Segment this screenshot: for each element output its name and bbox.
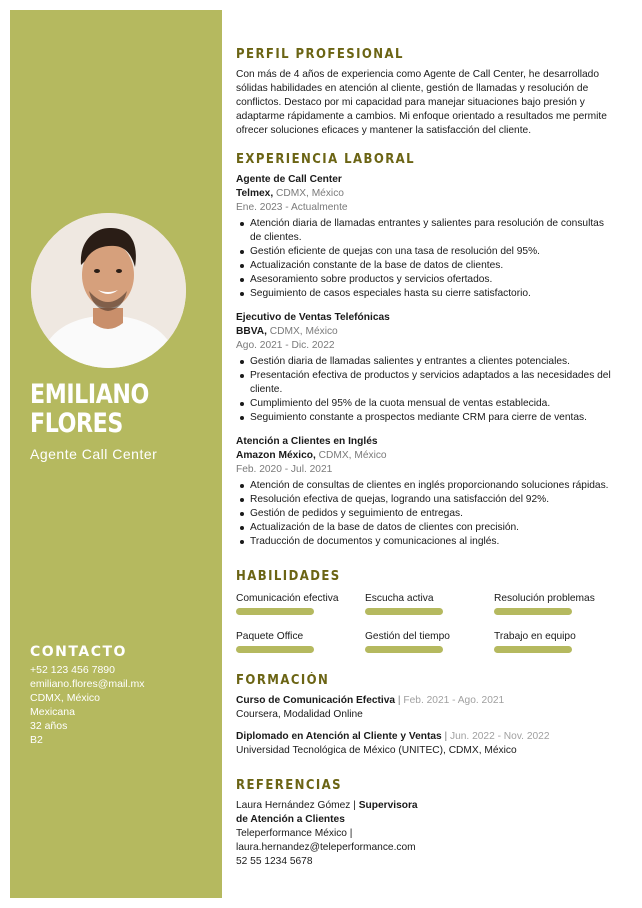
last-name: FLORES xyxy=(30,408,123,439)
job-company: Amazon México, xyxy=(236,450,316,461)
reference-phone: 52 55 1234 5678 xyxy=(236,856,313,867)
course-dates: Feb. 2021 - Ago. 2021 xyxy=(403,695,505,706)
course-institution: Universidad Tecnológica de México (UNITEC), CDMX, México xyxy=(236,745,517,756)
skill-bar xyxy=(236,646,314,653)
education-entry xyxy=(236,694,616,722)
full-name xyxy=(30,380,186,438)
experience-section xyxy=(236,151,616,549)
job-dates: Feb. 2020 - Jul. 2021 xyxy=(236,464,333,475)
skills-section xyxy=(236,568,616,653)
education-entry xyxy=(236,730,616,758)
skill-item xyxy=(365,630,494,653)
skill-label: Comunicación efectiva xyxy=(236,593,339,604)
first-name: EMILIANO xyxy=(30,379,149,410)
references-section xyxy=(236,777,616,869)
list-item: Gestión de pedidos y seguimiento de entregas. xyxy=(236,507,616,521)
list-item: Traducción de documentos y comunicaciones al inglés. xyxy=(236,535,616,549)
job-bullets xyxy=(236,479,616,549)
contact-list xyxy=(30,663,145,747)
course-name: Curso de Comunicación Efectiva xyxy=(236,695,396,706)
list-item: Cumplimiento del 95% de la cuota mensual de ventas establecida. xyxy=(236,397,616,411)
section-title: HABILIDADES xyxy=(236,569,341,584)
reference-position-line xyxy=(236,813,616,827)
course-institution: Coursera, Modalidad Online xyxy=(236,709,363,720)
job-location: CDMX, México xyxy=(269,326,338,337)
reference-position-1: Supervisora xyxy=(358,800,418,811)
list-item: Atención diaria de llamadas entrantes y salientes para resolución de consultas de clientes. xyxy=(236,217,616,245)
course-name: Diplomado en Atención al Cliente y Ventas xyxy=(236,731,442,742)
skill-item xyxy=(494,592,616,615)
job-title: Agente de Call Center xyxy=(236,174,342,185)
job-bullets xyxy=(236,217,616,301)
job-location: CDMX, México xyxy=(318,450,387,461)
profile-section xyxy=(236,46,616,138)
skill-bar xyxy=(236,608,314,615)
skill-item xyxy=(494,630,616,653)
job-company: Telmex, xyxy=(236,188,274,199)
job-location: CDMX, México xyxy=(276,188,344,199)
skill-label: Paquete Office xyxy=(236,631,304,642)
reference-email: laura.hernandez@teleperformance.com xyxy=(236,842,416,853)
skill-bar xyxy=(494,608,572,615)
list-item: Actualización de la base de datos de clientes con precisión. xyxy=(236,521,616,535)
reference-person-line xyxy=(236,799,616,813)
list-item: Seguimiento de casos especiales hasta su cierre satisfactorio. xyxy=(236,287,616,301)
list-item: Atención de consultas de clientes en inglés proporcionando soluciones rápidas. xyxy=(236,479,616,493)
skills-grid xyxy=(236,592,616,653)
contact-location: CDMX, México xyxy=(30,692,101,704)
section-title: EXPERIENCIA LABORAL xyxy=(236,152,416,167)
job-title: Atención a Clientes en Inglés xyxy=(236,436,378,447)
list-item: Resolución efectiva de quejas, logrando una satisfacción del 92%. xyxy=(236,493,616,507)
reference-entry xyxy=(236,799,616,869)
job-company-line xyxy=(236,449,616,463)
skill-label: Resolución problemas xyxy=(494,593,595,604)
job-entry xyxy=(236,435,616,549)
contact-title: CONTACTO xyxy=(30,644,127,660)
list-item: Asesoramiento sobre productos y servicios ofertados. xyxy=(236,273,616,287)
job-entry xyxy=(236,311,616,425)
contact-level: B2 xyxy=(30,734,43,746)
main-content xyxy=(236,46,616,869)
job-company: BBVA, xyxy=(236,326,267,337)
job-role: Agente Call Center xyxy=(30,446,158,462)
sidebar xyxy=(10,10,222,898)
skill-label: Escucha activa xyxy=(365,593,434,604)
education-heading xyxy=(236,730,616,744)
skill-item xyxy=(365,592,494,615)
section-title: FORMACIÓN xyxy=(236,673,330,688)
course-dates: Jun. 2022 - Nov. 2022 xyxy=(450,731,550,742)
separator: | xyxy=(441,731,450,742)
list-item: Actualización constante de la base de datos de clientes. xyxy=(236,259,616,273)
reference-company: Teleperformance México | xyxy=(236,828,353,839)
education-heading xyxy=(236,694,616,708)
list-item: Seguimiento constante a prospectos mediante CRM para cierre de ventas. xyxy=(236,411,616,425)
contact-email: emiliano.flores@mail.mx xyxy=(30,678,145,690)
job-dates: Ene. 2023 - Actualmente xyxy=(236,202,348,213)
contact-phone: +52 123 456 7890 xyxy=(30,664,115,676)
job-title: Ejecutivo de Ventas Telefónicas xyxy=(236,312,390,323)
contact-age: 32 años xyxy=(30,720,68,732)
education-section xyxy=(236,672,616,758)
skill-label: Gestión del tiempo xyxy=(365,631,450,642)
section-title: PERFIL PROFESIONAL xyxy=(236,47,404,62)
list-item: Gestión eficiente de quejas con una tasa de resolución del 95%. xyxy=(236,245,616,259)
separator: | xyxy=(395,695,404,706)
job-entry xyxy=(236,173,616,301)
skill-bar xyxy=(365,608,443,615)
skill-label: Trabajo en equipo xyxy=(494,631,576,642)
skill-bar xyxy=(365,646,443,653)
reference-name: Laura Hernández Gómez | xyxy=(236,800,359,811)
skill-item xyxy=(236,592,365,615)
person-portrait-icon xyxy=(31,213,186,368)
reference-position-2: de Atención a Clientes xyxy=(236,814,345,825)
skill-bar xyxy=(494,646,572,653)
profile-photo xyxy=(31,213,186,368)
skill-item xyxy=(236,630,365,653)
section-title: REFERENCIAS xyxy=(236,778,343,793)
job-company-line xyxy=(236,325,616,339)
profile-text: Con más de 4 años de experiencia como Agente de Call Center, he desarrollado sólidas habilidades en atención al cliente, gestión de llamadas y resolución de conflictos. Destaco por mi capacidad para manejar situaciones bajo presión y adaptarme rápidamente a cambios. Mi enfoque orientado a resultados me permite ofrecer soluciones eficaces y mantener la satisfacción del cliente. xyxy=(236,69,607,136)
job-dates: Ago. 2021 - Dic. 2022 xyxy=(236,340,335,351)
list-item: Presentación efectiva de productos y servicios adaptados a las necesidades del cliente. xyxy=(236,369,616,397)
contact-nationality: Mexicana xyxy=(30,706,75,718)
job-bullets xyxy=(236,355,616,425)
list-item: Gestión diaria de llamadas salientes y entrantes a clientes potenciales. xyxy=(236,355,616,369)
job-company-line xyxy=(236,187,616,201)
